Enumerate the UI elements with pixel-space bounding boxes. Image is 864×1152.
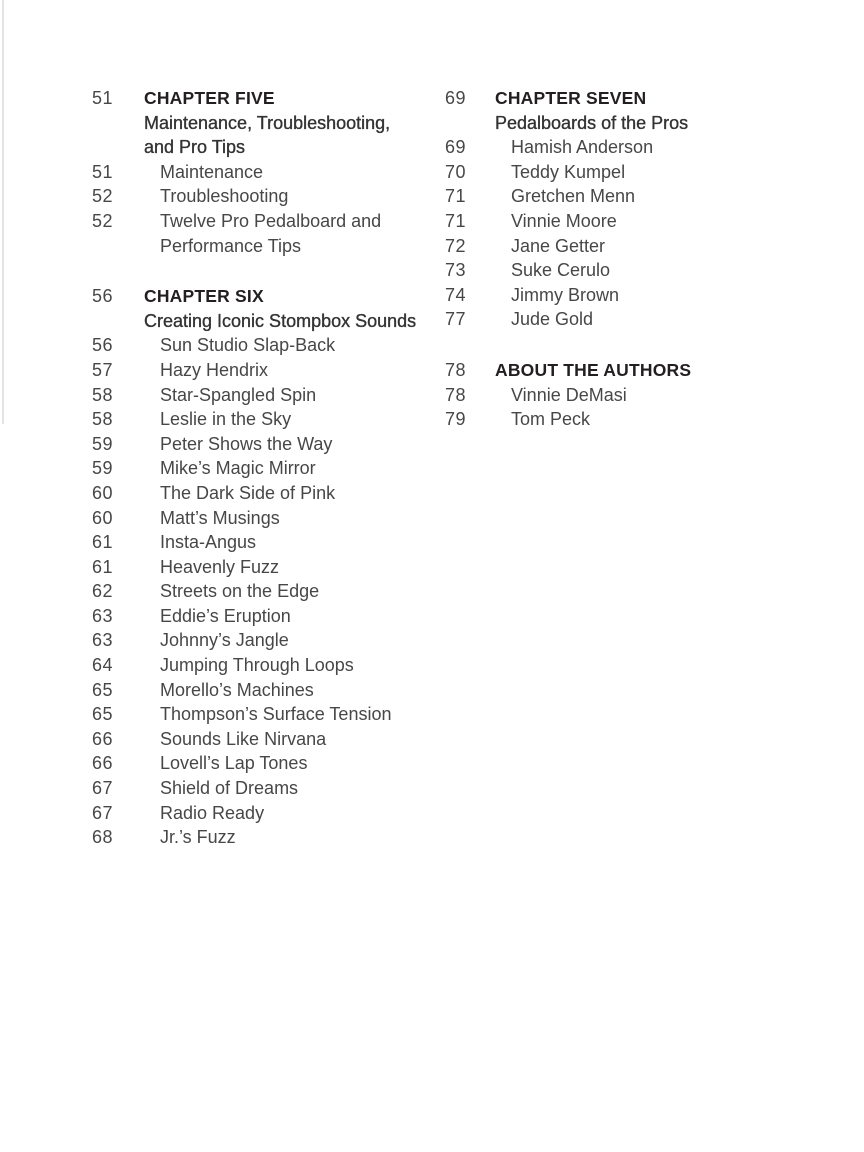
entry-title-line: Twelve Pro Pedalboard and [160,210,382,231]
toc-entry [92,776,428,801]
entry-title: Leslie in the Sky [160,409,292,430]
toc-column-left [92,86,428,850]
chapter-page-number: 69 [445,88,467,108]
entry-title: Jane Getter [511,235,606,256]
chapter-subtitle-row [445,111,775,136]
toc-entry [92,184,428,209]
toc-entry [445,209,775,234]
chapter-page-number: 51 [92,88,114,108]
entry-title: Star-Spangled Spin [160,384,317,405]
toc-entry [445,307,775,332]
entry-page-number: 72 [445,235,467,256]
page-edge-artifact-line [2,0,4,424]
toc-entry [445,234,775,259]
entry-title: Jumping Through Loops [160,655,354,676]
toc-entry [92,801,428,826]
entry-title: Sun Studio Slap-Back [160,335,336,356]
entry-page-number: 61 [92,556,114,577]
entry-title: Vinnie DeMasi [511,384,627,405]
entry-title: Thompson’s Surface Tension [160,704,392,725]
toc-entry [92,604,428,629]
entry-page-number: 66 [92,728,114,749]
toc-entry [92,432,428,457]
toc-entry [92,628,428,653]
entry-page-number: 74 [445,284,467,305]
chapter-subtitle-row [92,309,428,334]
entry-page-number: 61 [92,532,114,553]
entry-page-number: 67 [92,778,114,799]
entry-page-number: 62 [92,581,114,602]
entry-page-number: 78 [445,384,467,405]
entry-title: Eddie’s Eruption [160,605,291,626]
toc-entry [92,678,428,703]
chapter-heading-row [92,86,428,111]
toc-entry [92,825,428,850]
entry-title: Maintenance [160,161,264,182]
entry-page-number: 52 [92,186,114,207]
entry-title: Johnny’s Jangle [160,630,289,651]
toc-entry [92,727,428,752]
chapter-heading: ABOUT THE AUTHORS [495,359,692,380]
entry-title: Radio Ready [160,802,265,823]
chapter-subtitle-line: Maintenance, Troubleshooting, [144,112,391,133]
toc-entry [445,383,775,408]
toc-entry [92,555,428,580]
entry-page-number: 56 [92,335,114,356]
chapter-heading-row [92,284,428,309]
entry-page-number: 59 [92,433,114,454]
entry-page-number: 69 [445,137,467,158]
toc-entry [92,751,428,776]
chapter-page-number: 56 [92,286,114,307]
chapter-heading-row [445,358,775,383]
toc-entry [445,160,775,185]
entry-page-number: 73 [445,260,467,281]
entry-title: Jimmy Brown [511,284,620,305]
chapter-subtitle-line: Creating Iconic Stompbox Sounds [144,310,417,331]
entry-title: Peter Shows the Way [160,433,333,454]
entry-page-number: 71 [445,210,467,231]
toc-section [445,358,775,432]
entry-title: The Dark Side of Pink [160,482,336,503]
toc-entry [445,135,775,160]
entry-title: Morello’s Machines [160,679,314,700]
toc-entry [92,653,428,678]
entry-page-number: 58 [92,384,114,405]
toc-entry [92,702,428,727]
toc-column-right [445,86,775,432]
toc-entry [445,283,775,308]
entry-title-line: Performance Tips [160,235,302,256]
entry-title: Sounds Like Nirvana [160,728,327,749]
entry-title: Matt’s Musings [160,507,280,528]
chapter-heading-row [445,86,775,111]
entry-title: Jr.’s Fuzz [160,827,236,848]
toc-entry [92,209,428,258]
entry-title: Streets on the Edge [160,581,320,602]
entry-page-number: 66 [92,753,114,774]
toc-entry [92,160,428,185]
toc-entry [92,530,428,555]
entry-title: Gretchen Menn [511,186,636,207]
entry-title: Jude Gold [511,309,594,330]
entry-page-number: 68 [92,827,114,848]
entry-page-number: 60 [92,482,114,503]
entry-title: Vinnie Moore [511,210,617,231]
chapter-heading: CHAPTER SEVEN [495,88,647,108]
entry-page-number: 59 [92,458,114,479]
entry-page-number: 67 [92,802,114,823]
entry-title: Teddy Kumpel [511,161,626,182]
chapter-subtitle-line: and Pro Tips [144,137,246,158]
chapter-heading: CHAPTER SIX [144,286,264,307]
entry-page-number: 70 [445,161,467,182]
toc-entry [92,579,428,604]
toc-entry [445,258,775,283]
chapter-heading: CHAPTER FIVE [144,88,275,108]
entry-title: Troubleshooting [160,186,289,207]
toc-entry [445,407,775,432]
entry-page-number: 79 [445,409,467,430]
chapter-subtitle-row [92,135,428,160]
entry-title: Hamish Anderson [511,137,654,158]
entry-page-number: 58 [92,409,114,430]
toc-entry [445,184,775,209]
toc-entry [92,358,428,383]
entry-page-number: 64 [92,655,114,676]
chapter-page-number: 78 [445,359,467,380]
toc-section [445,86,775,332]
entry-title: Hazy Hendrix [160,359,269,380]
entry-title: Tom Peck [511,409,591,430]
toc-entry [92,333,428,358]
entry-page-number: 63 [92,605,114,626]
toc-entry [92,383,428,408]
toc-entry [92,481,428,506]
entry-title [144,209,381,258]
toc-entry [92,456,428,481]
entry-title: Shield of Dreams [160,778,299,799]
chapter-subtitle-row [92,111,428,136]
entry-page-number: 60 [92,507,114,528]
entry-page-number: 71 [445,186,467,207]
entry-page-number: 65 [92,679,114,700]
entry-title: Lovell’s Lap Tones [160,753,308,774]
chapter-subtitle-line: Pedalboards of the Pros [495,112,689,133]
entry-title: Insta-Angus [160,532,257,553]
entry-title: Heavenly Fuzz [160,556,280,577]
entry-page-number: 63 [92,630,114,651]
entry-page-number: 65 [92,704,114,725]
entry-title: Suke Cerulo [511,260,611,281]
toc-entry [92,407,428,432]
entry-page-number: 51 [92,161,114,182]
toc-section [92,86,428,258]
entry-page-number: 57 [92,359,114,380]
toc-entry [92,506,428,531]
entry-page-number: 52 [92,210,114,231]
entry-page-number: 77 [445,309,467,330]
entry-title: Mike’s Magic Mirror [160,458,316,479]
toc-section [92,284,428,850]
